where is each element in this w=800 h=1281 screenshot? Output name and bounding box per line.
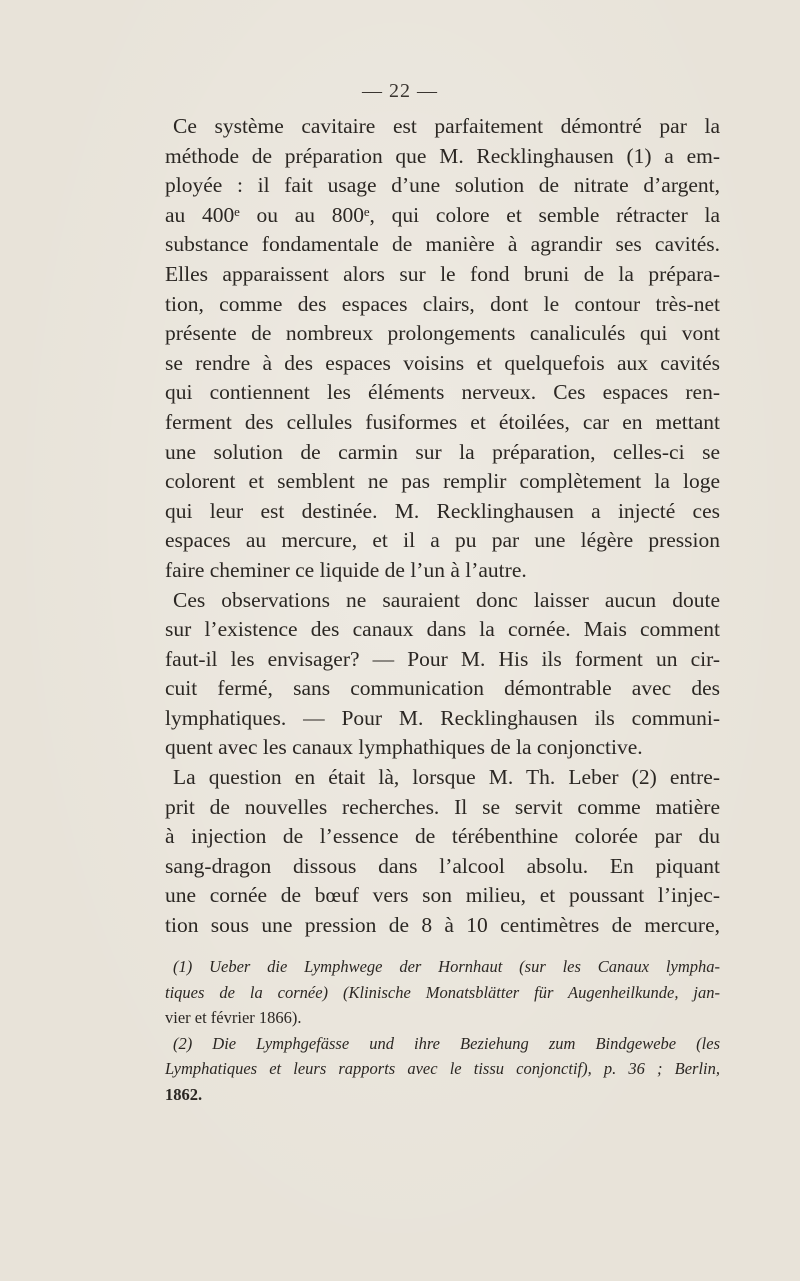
footnote-line: 1862. <box>165 1084 203 1104</box>
text-line: sur l’existence des canaux dans la cornée. Mais comment <box>165 617 720 642</box>
text-line: faire cheminer ce liquide de l’un à l’autre. <box>165 557 527 582</box>
text-line: espaces au mercure, et il a pu par une légère pression <box>165 528 720 553</box>
paragraph-3 <box>165 763 720 941</box>
text-line: colorent et semblent ne pas remplir complètement la loge <box>165 469 720 494</box>
text-line: tion sous une pression de 8 à 10 centimètres de mercure, <box>165 913 720 938</box>
text-line: se rendre à des espaces voisins et quelquefois aux cavités <box>165 350 720 375</box>
text-line: prit de nouvelles recherches. Il se servit comme matière <box>165 794 720 819</box>
paragraph-2 <box>165 586 720 764</box>
text-line: ferment des cellules fusiformes et étoilées, car en mettant <box>165 409 720 434</box>
text-line: qui contiennent les éléments nerveux. Ces espaces ren- <box>165 380 720 405</box>
footnote-line: tiques de la cornée) (Klinische Monatsblätter für Augenheilkunde, jan- <box>165 982 720 1002</box>
text-line: substance fondamentale de manière à agrandir ses cavités. <box>165 232 720 257</box>
text-line: à injection de l’essence de térébenthine colorée par du <box>165 824 720 849</box>
text-line: Ces observations ne sauraient donc laisser aucun doute <box>173 587 720 612</box>
text-line: une solution de carmin sur la préparation, celles-ci se <box>165 439 720 464</box>
text-line: tion, comme des espaces clairs, dont le contour très-net <box>165 291 720 316</box>
text-line: faut-il les envisager? — Pour M. His ils forment un cir- <box>165 646 720 671</box>
text-line: La question en était là, lorsque M. Th. Leber (2) entre- <box>173 765 720 790</box>
page-number: — 22 — <box>362 80 438 102</box>
footnote-2 <box>165 1031 720 1108</box>
text-line: une cornée de bœuf vers son milieu, et poussant l’injec- <box>165 883 720 908</box>
footnote-line: (2) Die Lymphgefässe und ihre Beziehung zum Bindgewebe (les <box>173 1033 720 1053</box>
text-line: sang-dragon dissous dans l’alcool absolu. En piquant <box>165 853 720 878</box>
text-line: Ce système cavitaire est parfaitement démontré par la <box>173 114 720 138</box>
text-line: quent avec les canaux lymphathiques de la conjonctive. <box>165 735 643 760</box>
text-line: Elles apparaissent alors sur le fond bruni de la prépara- <box>165 261 720 286</box>
footnotes <box>165 954 720 1107</box>
footnote-line: Lymphatiques et leurs rapports avec le tissu conjonctif), p. 36 ; Berlin, <box>165 1059 720 1078</box>
text-line: présente de nombreux prolongements canaliculés qui vont <box>165 321 720 346</box>
paragraph-1 <box>165 112 720 586</box>
footnote-1 <box>165 954 720 1031</box>
text-line: cuit fermé, sans communication démontrable avec des <box>165 676 720 701</box>
footnote-line: vier et février 1866). <box>165 1008 302 1027</box>
text-line: au 400ᵉ ou au 800ᵉ, qui colore et semble rétracter la <box>165 202 720 227</box>
text-line: méthode de préparation que M. Recklinghausen (1) a em- <box>165 143 720 168</box>
text-line: lymphatiques. — Pour M. Recklinghausen ils communi- <box>165 705 720 730</box>
body-text <box>165 112 720 941</box>
footnote-line: (1) Ueber die Lymphwege der Hornhaut (sur les Canaux lympha- <box>173 957 720 976</box>
text-line: qui leur est destinée. M. Recklinghausen a injecté ces <box>165 498 720 523</box>
text-line: ployée : il fait usage d’une solution de nitrate d’argent, <box>165 173 720 198</box>
